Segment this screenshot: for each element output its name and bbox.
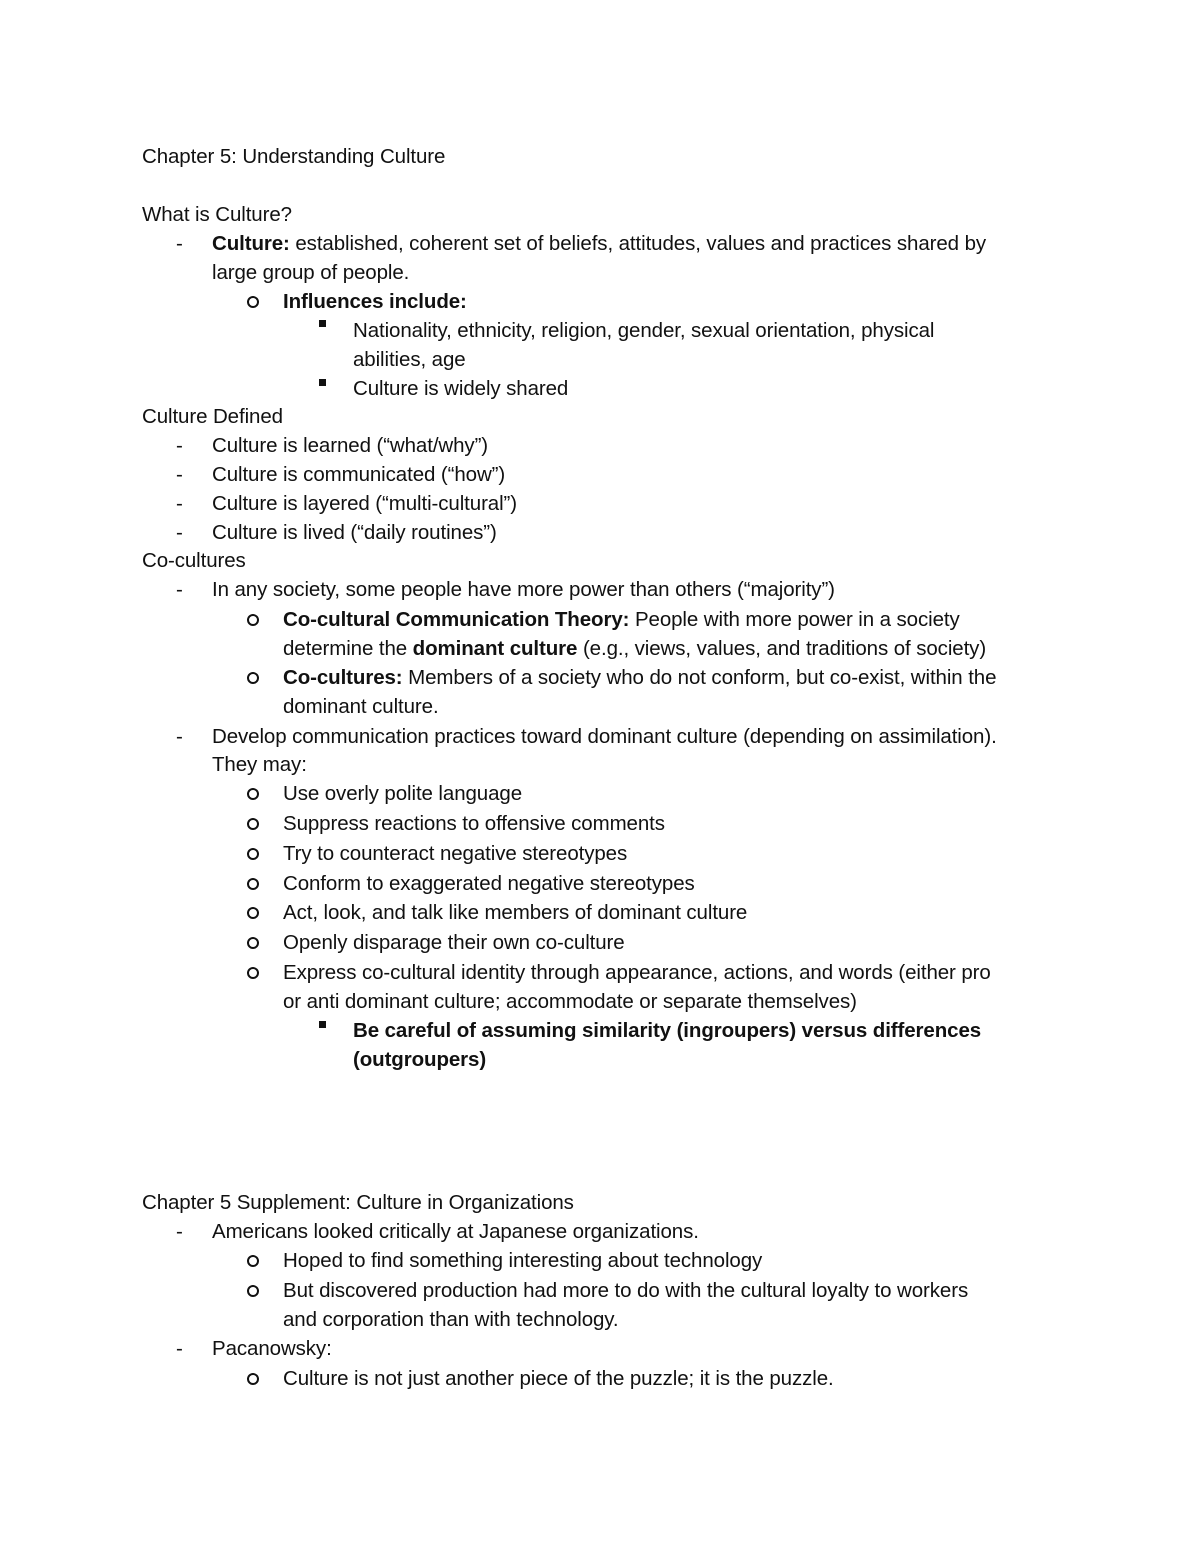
discovered-line-1: But discovered production had more to do with the cultural loyalty to workers	[283, 1279, 969, 1302]
express-line-2: or anti dominant culture; accommodate or separate themselves)	[283, 990, 857, 1013]
influence-item-1a: Nationality, ethnicity, religion, gender, sexual orientation, physical	[353, 319, 935, 342]
dash-bullet: -	[176, 1220, 183, 1243]
section-heading-what-is-culture: What is Culture?	[142, 203, 292, 226]
circle-bullet-icon	[247, 296, 259, 308]
practice-item: Conform to exaggerated negative stereotypes	[283, 872, 695, 895]
influences-label: Influences include:	[283, 290, 467, 313]
square-bullet-icon	[319, 320, 326, 327]
dash-bullet: -	[176, 463, 183, 486]
dash-bullet: -	[176, 492, 183, 515]
cocultures-line-2: dominant culture.	[283, 695, 439, 718]
practice-item: Use overly polite language	[283, 782, 522, 805]
dash-bullet: -	[176, 232, 183, 255]
influence-item-1b: abilities, age	[353, 348, 466, 371]
section-heading-culture-defined: Culture Defined	[142, 405, 283, 428]
express-line-1: Express co-cultural identity through appearance, actions, and words (either pro	[283, 961, 991, 984]
square-bullet-icon	[319, 1021, 326, 1028]
practice-item: Suppress reactions to offensive comments	[283, 812, 665, 835]
power-item: In any society, some people have more power than others (“majority”)	[212, 578, 835, 601]
theory-line-2	[283, 634, 986, 663]
culture-defined-item: Culture is communicated (“how”)	[212, 463, 506, 486]
theory-term: Co-cultural Communication Theory:	[283, 608, 630, 631]
square-bullet-icon	[319, 379, 326, 386]
cocultures-line-1	[283, 663, 996, 692]
supplement-title: Chapter 5 Supplement: Culture in Organizations	[142, 1191, 574, 1214]
culture-term: Culture:	[212, 232, 290, 255]
theory-text: People with more power in a society	[629, 608, 960, 631]
culture-defined-item: Culture is lived (“daily routines”)	[212, 521, 497, 544]
chapter-title: Chapter 5: Understanding Culture	[142, 145, 446, 168]
dash-bullet: -	[176, 434, 183, 457]
dash-bullet: -	[176, 1337, 183, 1360]
circle-bullet-icon	[247, 967, 259, 979]
culture-defined-item: Culture is layered (“multi-cultural”)	[212, 492, 518, 515]
culture-definition-line-2: large group of people.	[212, 261, 410, 284]
circle-bullet-icon	[247, 818, 259, 830]
careful-line-2: (outgroupers)	[353, 1048, 487, 1071]
circle-bullet-icon	[247, 672, 259, 684]
dash-bullet: -	[176, 725, 183, 748]
cocultures-text: Members of a society who do not conform, but co-exist, within the	[402, 666, 997, 689]
culture-definition-line-1	[212, 229, 986, 258]
section-heading-co-cultures: Co-cultures	[142, 549, 246, 572]
circle-bullet-icon	[247, 878, 259, 890]
theory-line-1	[283, 605, 960, 634]
culture-definition-text: established, coherent set of beliefs, attitudes, values and practices shared by	[289, 232, 987, 255]
develop-line-2: They may:	[212, 753, 307, 776]
circle-bullet-icon	[247, 614, 259, 626]
influence-item-2: Culture is widely shared	[353, 377, 569, 400]
quote-item: Culture is not just another piece of the puzzle; it is the puzzle.	[283, 1367, 834, 1390]
circle-bullet-icon	[247, 788, 259, 800]
circle-bullet-icon	[247, 937, 259, 949]
circle-bullet-icon	[247, 1255, 259, 1267]
culture-defined-item: Culture is learned (“what/why”)	[212, 434, 489, 457]
dash-bullet: -	[176, 578, 183, 601]
cocultures-term: Co-cultures:	[283, 666, 403, 689]
hoped-item: Hoped to find something interesting about technology	[283, 1249, 763, 1272]
practice-item: Act, look, and talk like members of dominant culture	[283, 901, 748, 924]
circle-bullet-icon	[247, 848, 259, 860]
dash-bullet: -	[176, 521, 183, 544]
discovered-line-2: and corporation than with technology.	[283, 1308, 619, 1331]
develop-line-1: Develop communication practices toward dominant culture (depending on assimilation).	[212, 725, 997, 748]
theory-text: (e.g., views, values, and traditions of society)	[577, 637, 987, 660]
pacanowsky-item: Pacanowsky:	[212, 1337, 332, 1360]
dominant-culture-term: dominant culture	[412, 637, 578, 660]
practice-item: Openly disparage their own co-culture	[283, 931, 625, 954]
careful-line-1: Be careful of assuming similarity (ingroupers) versus differences	[353, 1019, 982, 1042]
theory-text: determine the	[283, 637, 413, 660]
practice-item: Try to counteract negative stereotypes	[283, 842, 628, 865]
circle-bullet-icon	[247, 1373, 259, 1385]
circle-bullet-icon	[247, 907, 259, 919]
circle-bullet-icon	[247, 1285, 259, 1297]
americans-item: Americans looked critically at Japanese organizations.	[212, 1220, 699, 1243]
